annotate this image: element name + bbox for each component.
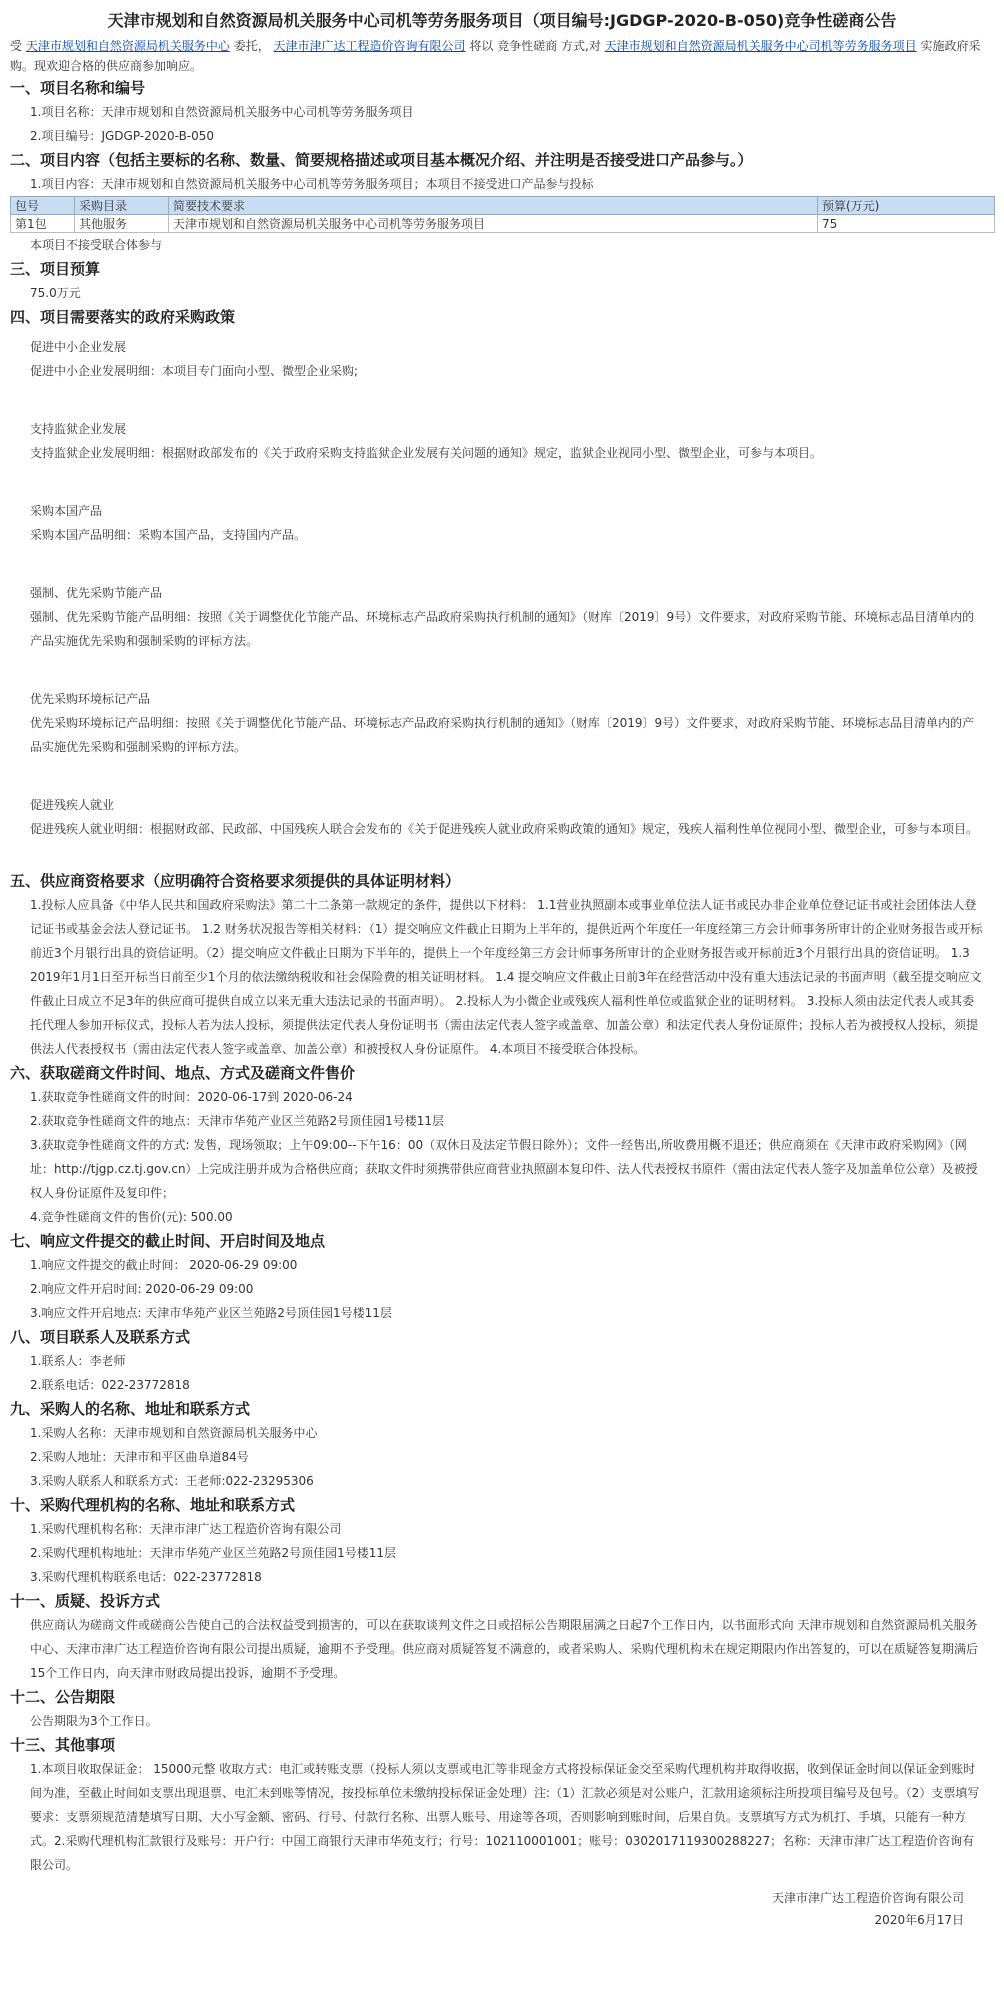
section-heading-10: 十、采购代理机构的名称、地址和联系方式 <box>10 1496 296 1514</box>
intro-text: 实施政府采购。现欢迎合格的供应商参加响应。 <box>10 39 981 73</box>
package-table <box>10 196 995 233</box>
open-time: 2.响应文件开启时间: 2020-06-29 09:00 <box>30 1282 254 1296</box>
section-heading-5: 五、供应商资格要求（应明确符合资格要求须提供的具体证明材料） <box>10 872 461 890</box>
agency-link[interactable]: 天津市津广达工程造价咨询有限公司 <box>273 39 466 53</box>
purchaser-link[interactable]: 天津市规划和自然资源局机关服务中心 <box>25 39 230 53</box>
project-link[interactable]: 天津市规划和自然资源局机关服务中心司机等劳务服务项目 <box>604 39 917 53</box>
page-title: 天津市规划和自然资源局机关服务中心司机等劳务服务项目（项目编号:JGDGP-2020-B-050)竞争性磋商公告 <box>107 11 897 30</box>
policy-title: 强制、优先采购节能产品 <box>30 586 163 600</box>
contact-phone: 2.联系电话：022-23772818 <box>30 1378 190 1392</box>
complaint-body: 供应商认为磋商文件或磋商公告使自己的合法权益受到损害的，可以在获取谈判文件之日或招标公告期限届满之日起7个工作日内，以书面形式向 天津市规划和自然资源局机关服务中心、天津市津广达工程造价咨询有限公司提出质疑，逾期不予受理。供应商对质疑答复不满意的，或者采购人、采购代理机构未在规定期限内作出答复的，可以在质疑答复期满后15个工作日内，向天津市财政局提出投诉，逾期不予受理。 <box>30 1618 979 1680</box>
policy-title: 支持监狱企业发展 <box>30 422 127 436</box>
purchaser-name: 1.采购人名称：天津市规划和自然资源局机关服务中心 <box>30 1426 318 1440</box>
purchaser-contact: 3.采购人联系人和联系方式：王老师:022-23295306 <box>30 1474 314 1488</box>
policy-title: 优先采购环境标记产品 <box>30 692 151 706</box>
consortium-note: 本项目不接受联合体参与 <box>30 238 163 252</box>
policy-title: 采购本国产品 <box>30 504 103 518</box>
doc-method: 3.获取竞争性磋商文件的方式: 发售，现场领取；上午09:00--下午16：00（双休日及法定节假日除外）；文件一经售出,所收费用概不退还；供应商须在《天津市政府采购网》（网址：http://tjgp.cz.tj.gov.cn）上完成注册并成为合格供应商；获取文件时须携带供应商营业执照副本复印件、法人代表授权书原件（需由法定代表人签字及加盖单位公章）及被授权人身份证原件及复印件； <box>30 1138 978 1200</box>
section-heading-1: 一、项目名称和编号 <box>10 79 146 97</box>
contact-person: 1.联系人：李老师 <box>30 1354 126 1368</box>
signature-date: 2020年6月17日 <box>874 1913 964 1927</box>
section-heading-6: 六、获取磋商文件时间、地点、方式及磋商文件售价 <box>10 1064 356 1082</box>
open-location: 3.响应文件开启地点: 天津市华苑产业区兰苑路2号顶佳园1号楼11层 <box>30 1306 392 1320</box>
agency-name: 1.采购代理机构名称：天津市津广达工程造价咨询有限公司 <box>30 1522 342 1536</box>
col-catalog: 采购目录 <box>75 197 169 215</box>
cell-package: 第1包 <box>11 215 75 233</box>
submit-deadline: 1.响应文件提交的截止时间： 2020-06-29 09:00 <box>30 1258 298 1272</box>
table-row <box>11 215 995 233</box>
section-heading-12: 十二、公告期限 <box>10 1688 116 1706</box>
section-heading-13: 十三、其他事项 <box>10 1736 116 1754</box>
section-heading-8: 八、项目联系人及联系方式 <box>10 1328 191 1346</box>
policy-title: 促进残疾人就业 <box>30 798 115 812</box>
cell-catalog: 其他服务 <box>75 215 169 233</box>
cell-requirements: 天津市规划和自然资源局机关服务中心司机等劳务服务项目 <box>169 215 818 233</box>
section-heading-9: 九、采购人的名称、地址和联系方式 <box>10 1400 251 1418</box>
project-content: 1.项目内容：天津市规划和自然资源局机关服务中心司机等劳务服务项目；本项目不接受进口产品参与投标 <box>30 177 594 191</box>
cell-budget: 75 <box>818 215 995 233</box>
purchaser-address: 2.采购人地址：天津市和平区曲阜道84号 <box>30 1450 249 1464</box>
col-package: 包号 <box>11 197 75 215</box>
agency-address: 2.采购代理机构地址：天津市华苑产业区兰苑路2号顶佳园1号楼11层 <box>30 1546 396 1560</box>
intro-text: 将以 竞争性磋商 方式,对 <box>469 39 601 53</box>
agency-phone: 3.采购代理机构联系电话：022-23772818 <box>30 1570 262 1584</box>
doc-price: 4.竞争性磋商文件的售价(元): 500.00 <box>30 1210 233 1224</box>
section-heading-4: 四、项目需要落实的政府采购政策 <box>10 308 236 326</box>
signature-org: 天津市津广达工程造价咨询有限公司 <box>771 1891 964 1905</box>
intro-text: 受 <box>10 39 23 53</box>
policy-body: 强制、优先采购节能产品明细：按照《关于调整优化节能产品、环境标志产品政府采购执行机制的通知》（财库〔2019〕9号）文件要求，对政府采购节能、环境标志品目清单内的产品实施优先采购和强制采购的评标方法。 <box>30 610 975 648</box>
section-heading-3: 三、项目预算 <box>10 260 101 278</box>
section-heading-11: 十一、质疑、投诉方式 <box>10 1592 161 1610</box>
table-header-row <box>11 197 995 215</box>
intro-paragraph <box>0 36 1004 76</box>
policy-body: 促进中小企业发展明细：本项目专门面向小型、微型企业采购; <box>30 364 359 378</box>
doc-location: 2.获取竞争性磋商文件的地点：天津市华苑产业区兰苑路2号顶佳园1号楼11层 <box>30 1114 444 1128</box>
col-requirements: 简要技术要求 <box>169 197 818 215</box>
intro-text: 委托， <box>233 39 270 53</box>
project-name: 1.项目名称：天津市规划和自然资源局机关服务中心司机等劳务服务项目 <box>30 105 414 119</box>
policy-body: 优先采购环境标记产品明细：按照《关于调整优化节能产品、环境标志产品政府采购执行机制的通知》（财库〔2019〕9号）文件要求，对政府采购节能、环境标志品目清单内的产品实施优先采购和强制采购的评标方法。 <box>30 716 975 754</box>
doc-time: 1.获取竞争性磋商文件的时间：2020-06-17到 2020-06-24 <box>30 1090 353 1104</box>
section-heading-7: 七、响应文件提交的截止时间、开启时间及地点 <box>10 1232 326 1250</box>
col-budget: 预算(万元) <box>818 197 995 215</box>
policy-body: 采购本国产品明细：采购本国产品，支持国内产品。 <box>30 528 307 542</box>
other-matters-body: 1.本项目收取保证金： 15000元整 收取方式：电汇或转账支票（投标人须以支票或电汇等非现金方式将投标保证金交至采购代理机构并取得收据，收到保证金时间以保证金到账时间为准，至截止时间如支票出现退票、电汇未到账等情况，按投标单位未缴纳投标保证金处理）注:（1）汇款必须是对公账户，汇款用途须标注所投项目编号及包号。（2）支票填写要求：支票须规范清楚填写日期、大小写金额、密码、行号、付款行名称、出票人账号、用途等各项，否则影响到账时间，后果自负。支票填写方式为机打、手填，只能有一种方式。2.采购代理机构汇款银行及账号：开户行：中国工商银行天津市华苑支行；行号：102110001001；账号：0302017119300288227；名称：天津市津广达工程造价咨询有限公司。 <box>30 1762 980 1872</box>
qualification-body: 1.投标人应具备《中华人民共和国政府采购法》第二十二条第一款规定的条件，提供以下材料： 1.1营业执照副本或事业单位法人证书或民办非企业单位登记证书或社会团体法人登记证书或基金会法人登记证书。 1.2 财务状况报告等相关材料：（1）提交响应文件截止日期为上半年的，提供近两个年度任一年度经第三方会计师事务所审计的企业财务报告或开标前近3个月银行出具的资信证明。（2）提交响应文件截止日期为下半年的，提供上一个年度经第三方会计师事务所审计的企业财务报告或开标前近3个月银行出具的资信证明。 1.3 2019年1月1日至开标当日前至少1个月的依法缴纳税收和社会保险费的相关证明材料。 1.4 提交响应文件截止日前3年在经营活动中没有重大违法记录的书面声明（截至提交响应文件截止日成立不足3年的供应商可提供自成立以来无重大违法记录的书面声明）。 2.投标人为小微企业或残疾人福利性单位或监狱企业的证明材料。 3.投标人须由法定代表人或其委托代理人参加开标仪式，投标人若为法人投标，须提供法定代表人身份证明书（需由法定代表人签字或盖章、加盖公章）和法定代表人身份证原件；投标人若为被授权人投标，须提供法人代表授权书（需由法定代表人签字或盖章、加盖公章）和被授权人身份证原件。 4.本项目不接受联合体投标。 <box>30 898 983 1056</box>
notice-period: 公告期限为3个工作日。 <box>30 1714 158 1728</box>
policy-title: 促进中小企业发展 <box>30 340 127 354</box>
budget-value: 75.0万元 <box>30 286 81 300</box>
policy-body: 促进残疾人就业明细：根据财政部、民政部、中国残疾人联合会发布的《关于促进残疾人就业政府采购政策的通知》规定，残疾人福利性单位视同小型、微型企业，可参与本项目。 <box>30 822 979 836</box>
section-heading-2: 二、项目内容（包括主要标的名称、数量、简要规格描述或项目基本概况介绍、并注明是否接受进口产品参与。） <box>10 151 753 169</box>
policy-body: 支持监狱企业发展明细：根据财政部发布的《关于政府采购支持监狱企业发展有关问题的通知》规定，监狱企业视同小型、微型企业，可参与本项目。 <box>30 446 823 460</box>
project-number: 2.项目编号：JGDGP-2020-B-050 <box>30 129 215 143</box>
